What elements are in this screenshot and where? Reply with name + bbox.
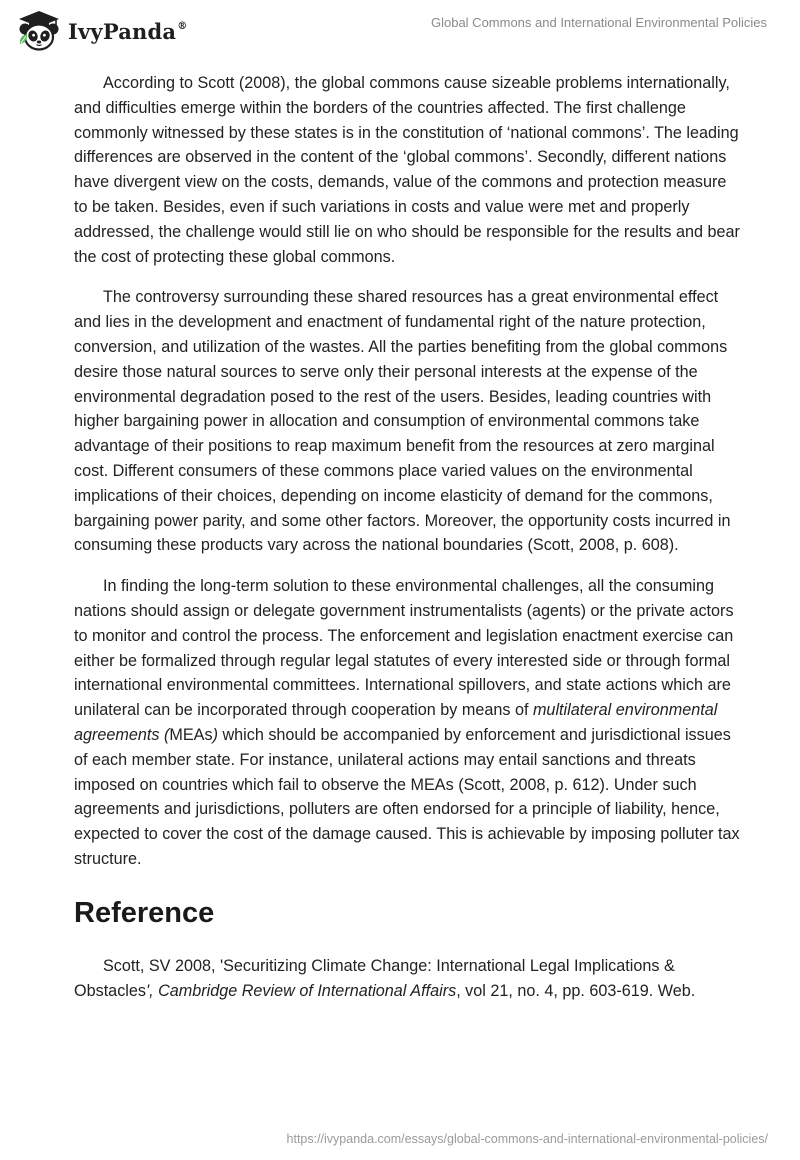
paragraph-1: According to Scott (2008), the global commons cause sizeable problems internationally, and difficulties emerge within the borders of the countries affected. The first challenge commonly witnessed by these states is in the constitution of ‘national commons’. The leading differences are observed in the content of the ‘global commons’. Secondly, different nations have divergent view on the costs, demands, value of the commons and protection measure to be taken. Besides, even if such variations in costs and value were met and properly addressed, the challenge would still lie on who should be responsible for the results and bear the cost of protecting these global commons. — [74, 74, 740, 266]
paragraph-2: The controversy surrounding these shared resources has a great environmental effect and lies in the development and enactment of fundamental right of the nature protection, conversion, and utilization of the wastes. All the parties benefiting from the global commons desire those natural sources to serve only their personal interests at the expense of the environmental degradation posed to the rest of the users. Besides, leading countries with higher bargaining power in allocation and consumption of environmental commons take advantage of their positions to reap maximum benefit from the resources at zero marginal cost. Different consumers of these commons place varied values on the environmental implications of their choices, depending on income elasticity of demand for the commons, bargaining power parity, and some other factors. Moreover, the opportunity costs incurred in consuming these products vary across the national boundaries (Scott, 2008, p. 608). — [74, 288, 731, 555]
logo-wordmark — [68, 19, 187, 44]
document-title: Global Commons and International Environmental Policies — [430, 15, 767, 30]
reference-heading: Reference — [74, 896, 215, 929]
brand-name: IvyPanda — [68, 18, 177, 44]
reference-entry — [74, 954, 742, 1004]
reference-journal: ', Cambridge Review of International Affairs — [145, 981, 457, 1000]
footer-url[interactable]: https://ivypanda.com/essays/global-commons-and-international-environmental-policies/ — [286, 1132, 768, 1146]
panda-graduate-icon — [16, 8, 62, 54]
ivypanda-logo[interactable] — [16, 8, 187, 54]
registered-mark: ® — [177, 20, 188, 32]
essay-body — [74, 71, 742, 1003]
reference-lead: Scott, SV 2008, 'Securitizing Climate Change: International Legal Implications & Obstacles — [74, 956, 675, 1000]
paragraph-3-text-a: In finding the long-term solution to these environmental challenges, all the consuming nations should assign or delegate government instrumentalists (agents) or the private actors to monitor and control the process. The enforcement and legislation enactment exercise can either be formalized through regular legal statutes of every interested side or through formal international environmental committees. International spillovers, and state actions which are unilateral can be incorporated through cooperation by means of — [74, 577, 734, 720]
paragraph-3-abbr: MEAs — [169, 725, 213, 744]
paragraph-3-italic-close: ) — [212, 725, 218, 744]
paragraph-3-italic: multilateral environmental agreements ( — [74, 701, 718, 744]
reference-tail: , vol 21, no. 4, pp. 603-619. Web. — [456, 981, 696, 1000]
paragraph-3 — [74, 574, 742, 872]
paragraph-3-text-b: which should be accompanied by enforcement and jurisdictional issues of each member state. For instance, unilateral actions may entail sanctions and threats imposed on countries which fail to observe the MEAs (Scott, 2008, p. 612). Under such agreements and jurisdictions, polluters are often endorsed for a principle of liability, hence, expected to cover the cost of the damage caused. This is achievable by imposing polluter tax structure. — [74, 725, 740, 868]
